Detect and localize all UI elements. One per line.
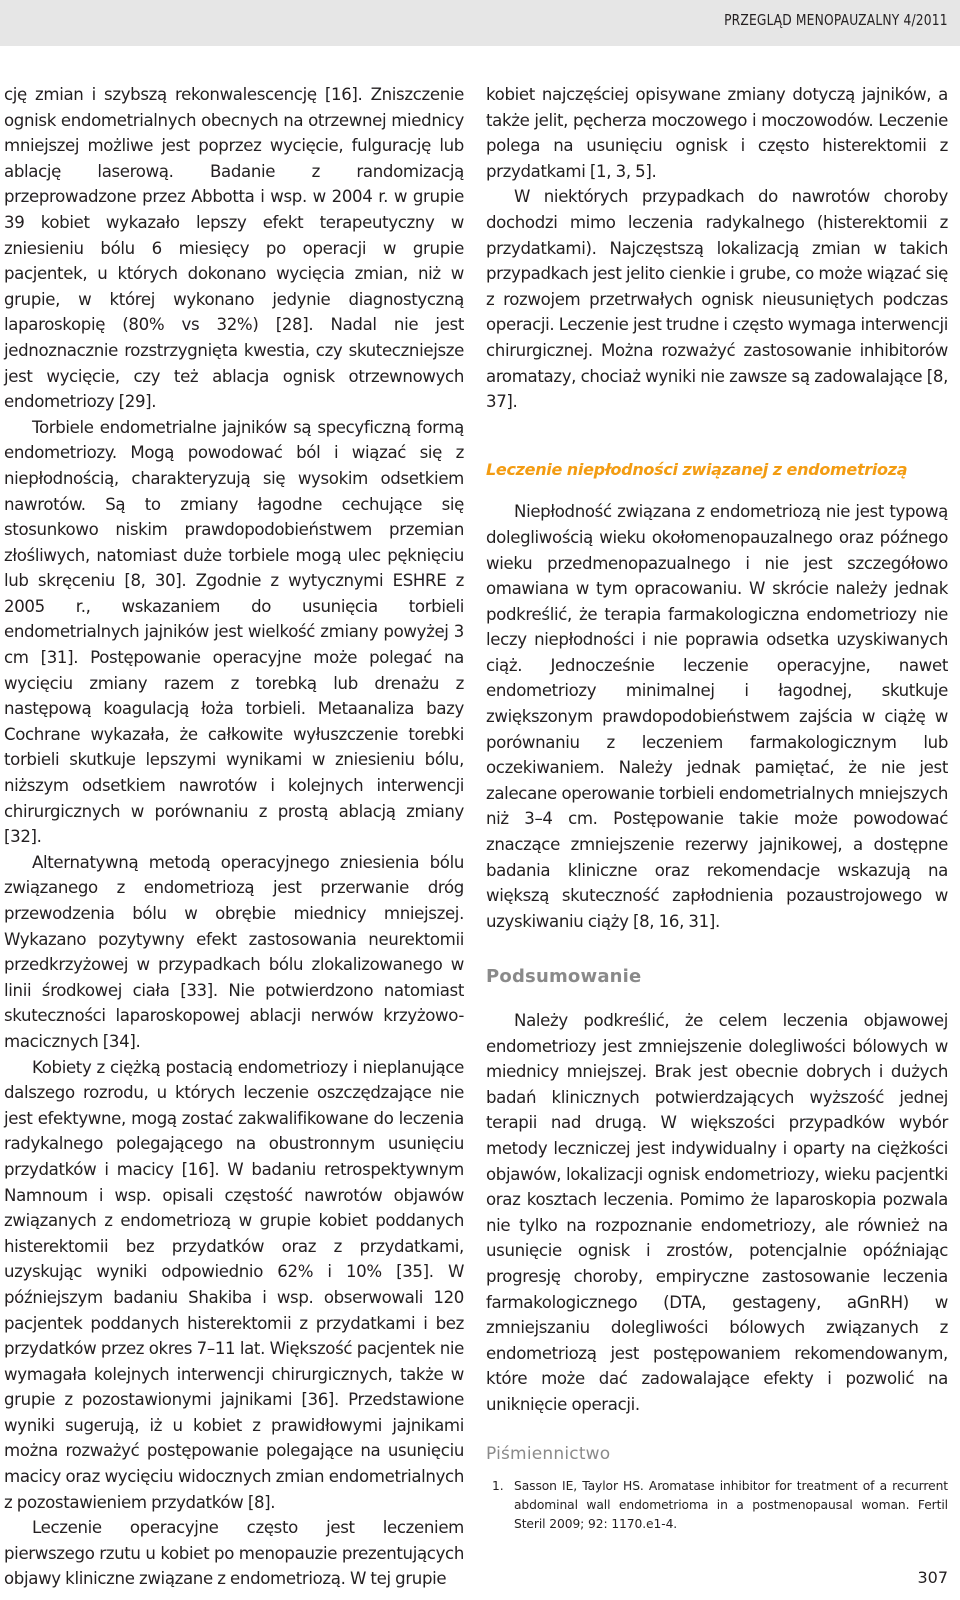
reference-item [486,1477,948,1534]
references-heading: Piśmiennictwo [486,1443,611,1464]
section-heading-infertility: Leczenie niepłodności związanej z endometriozą [486,459,908,479]
body-paragraph: kobiet najczęściej opisywane zmiany dotyczą jajników, a także jelit, pęcherza moczowego i moczowodów. Leczenie polega na usunięciu ognisk i często histerektomii z przydatkami [1, 3, 5]. [486,85,948,181]
left-column [4,82,464,1592]
body-paragraph: Torbiele endometrialne jajników są specyficzną formą endometriozy. Mogą powodować ból i wiązać się z niepłodnością, charakteryzują się wysokim odsetkiem nawrotów. Są to zmiany łagodne cechujące się stosunkowo niskim prawdopodobieństwem przemian złośliwych, natomiast duże torbiele mogą ulec pęknięciu lub skręceniu [8, 30]. Zgodnie z wytycznymi ESHRE z 2005 r., wskazaniem do usunięcia torbieli endometrialnych jajników jest wielkość zmiany powyżej 3 cm [31]. Postępowanie operacyjne może polegać na wycięciu zmiany razem z torebką lub drenażu z następową koagulacją łoża torbieli. Metaanaliza bazy Cochrane wykazała, że całkowite wyłuszczenie torebki torbieli skutkuje lepszymi wynikami w zniesieniu bólu, niższym odsetkiem nawrotów i kolejnych interwencji chirurgicznych w porównaniu z prostą ablacją zmiany [32]. [4,417,464,847]
page-number: 307 [917,1568,948,1587]
journal-title: PRZEGLĄD MENOPAUZALNY 4/2011 [724,11,948,29]
body-paragraph: W niektórych przypadkach do nawrotów choroby dochodzi mimo leczenia radykalnego (histerektomii z przydatkami). Najczęstszą lokalizacją zmian w takich przypadkach jest jelito cienkie i grube, co może wiązać się z rozwojem przetrwałych ognisk nieusuniętych podczas operacji. Leczenie jest trudne i często wymaga interwencji chirurgicznej. Można rozważyć zastosowanie inhibitorów aromatazy, chociaż wyniki nie zawsze są zadowalające [8, 37]. [486,187,948,412]
body-paragraph: Alternatywną metodą operacyjnego zniesienia bólu związanego z endometriozą jest przerwanie dróg przewodzenia bólu w obrębie miednicy mniejszej. Wykazano pozytywny efekt zastosowania neurektomii przedkrzyżowej w przypadkach bólu zlokalizowanego w linii środkowej ciała [33]. Nie potwierdzono natomiast skuteczności laparoskopowej ablacji nerwów krzyżowo-macicznych [34]. [4,852,464,1051]
body-paragraph: cję zmian i szybszą rekonwalescencję [16]. Zniszczenie ognisk endometrialnych obecnych na otrzewnej miednicy mniejszej możliwe jest poprzez wycięcie, fulgurację lub ablację laserową. Badanie z randomizacją przeprowadzone przez Abbotta i wsp. w 2004 r. w grupie 39 kobiet wykazało lepszy efekt terapeutyczny w zniesieniu bólu 6 miesięcy po operacji w grupie pacjentek, u których dokonano wycięcia zmian, niż w grupie, w której wykonano jedynie diagnostyczną laparoskopię (80% vs 32%) [28]. Nadal nie jest jednoznacznie rozstrzygnięta kwestia, czy skuteczniejsze jest wycięcie, czy też ablacja ognisk otrzewnowych endometriozy [29]. [4,85,464,412]
right-column [486,82,948,1534]
body-paragraph: Kobiety z ciężką postacią endometriozy i nieplanujące dalszego rozrodu, u których leczenie oszczędzające nie jest efektywne, mogą zostać zakwalifikowane do leczenia radykalnego polegającego na obustronnym usunięciu przydatków i macicy [16]. W badaniu retrospektywnym Namnoum i wsp. opisali częstość nawrotów objawów związanych z endometriozą w grupie kobiet poddanych histerektomii bez przydatków oraz z przydatkami, uzyskując wyniki odpowiednio 62% i 10% [35]. W późniejszym badaniu Shakiba i wsp. obserwowali 120 pacjentek poddanych histerektomii z przydatkami i bez przydatków przez okres 7–11 lat. Większość pacjentek nie wymagała kolejnych interwencji chirurgicznych, także w grupie z pozostawionymi jajnikami [36]. Przedstawione wyniki sugerują, iż u kobiet z prawidłowymi jajnikami można rozważyć postępowanie polegające na usunięciu macicy oraz wycięciu widocznych zmian endometrialnych z pozostawieniem przydatków [8]. [4,1057,464,1512]
body-paragraph: Niepłodność związana z endometriozą nie jest typową dolegliwością wieku okołomenopauzalnego oraz późnego wieku przedmenopazualnego i nie jest szczegółowo omawiana w tym opracowaniu. W skrócie należy jednak podkreślić, że terapia farmakologiczna endometriozy nie leczy niepłodności i nie poprawia odsetka uzyskiwanych ciąż. Jednocześnie leczenie operacyjne, nawet endometriozy minimalnej i łagodnej, skutkuje zwiększonym prawdopodobieństwem zajścia w ciążę w porównaniu z leczeniem farmakologicznym lub oczekiwaniem. Należy jednak pamiętać, że nie jest zalecane operowanie torbieli endometrialnych mniejszych niż 3–4 cm. Postępowanie takie może powodować znaczące zmniejszenie rezerwy jajnikowej, a dostępne badania kliniczne oraz rekomendacje wskazują na większą skuteczność zapłodnienia pozaustrojowego w uzyskiwaniu ciąży [8, 16, 31]. [486,502,948,931]
reference-text: Sasson IE, Taylor HS. Aromatase inhibitor for treatment of a recurrent abdominal wall endometrioma in a postmenopausal woman. Fertil Steril 2009; 92: 1170.e1-4. [514,1479,948,1532]
running-header [0,0,960,46]
reference-number: 1. [492,1479,504,1494]
body-paragraph: Leczenie operacyjne często jest leczeniem pierwszego rzutu u kobiet po menopauzie prezentujących objawy kliniczne związane z endometriozą. W tej grupie [4,1518,464,1589]
body-paragraph: Należy podkreślić, że celem leczenia objawowej endometriozy jest zmniejszenie dolegliwości bólowych w miednicy mniejszej. Brak jest obecnie dobrych i dużych badań klinicznych potwierdzających wyższość jednej terapii nad drugą. W większości przypadków wybór metody leczniczej jest indywidualny i oparty na ciężkości objawów, lokalizacji ognisk endometriozy, wieku pacjentki oraz kosztach leczenia. Pomimo że laparoskopia pozwala nie tylko na rozpoznanie endometriozy, ale również na usunięcie ognisk i zrostów, potencjalnie opóźniając progresję choroby, empiryczne zastosowanie leczenia farmakologicznego (DTA, gestageny, aGnRH) w zmniejszaniu dolegliwości bólowych związanych z endometriozą jest postępowaniem rekomendowanym, które może dać zadowalające efekty i pozwolić na uniknięcie operacji. [486,1011,948,1414]
section-heading-summary: Podsumowanie [486,966,642,988]
